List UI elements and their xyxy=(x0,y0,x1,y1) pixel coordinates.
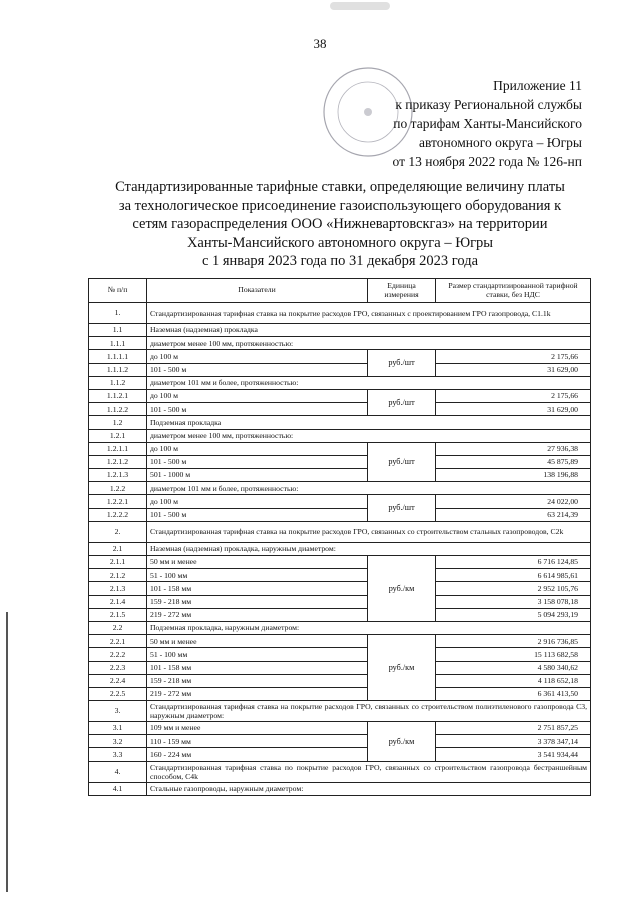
row-unit: руб./км xyxy=(368,635,436,701)
row-number: 3.3 xyxy=(89,748,147,761)
row-number: 2.1.1 xyxy=(89,556,147,569)
table-row xyxy=(89,661,591,674)
row-indicator: до 100 м xyxy=(147,389,368,402)
row-rate-value: 2 952 105,76 xyxy=(436,582,591,595)
row-number: 1.2.2 xyxy=(89,482,147,495)
margin-line xyxy=(6,612,8,892)
row-number: 1.2.1.1 xyxy=(89,442,147,455)
row-rate-value: 3 158 078,18 xyxy=(436,595,591,608)
row-indicator: Стальные газопроводы, наружным диаметром: xyxy=(147,782,591,795)
header-indicator: Показатели xyxy=(147,279,368,303)
row-indicator: диаметром 101 мм и более, протяженностью: xyxy=(147,376,591,389)
table-row xyxy=(89,722,591,735)
table-header-row xyxy=(89,279,591,303)
row-indicator: диаметром менее 100 мм, протяженностью: xyxy=(147,337,591,350)
row-number: 1.2 xyxy=(89,416,147,429)
row-indicator: 51 - 100 мм xyxy=(147,648,368,661)
row-rate-value: 6 716 124,85 xyxy=(436,556,591,569)
row-indicator: Стандартизированная тарифная ставка на покрытие расходов ГРО, связанных со строительством полиэтиленового газопровода C3, наружным диаметром: xyxy=(147,701,591,722)
table-row xyxy=(89,429,591,442)
row-rate-value: 4 118 652,18 xyxy=(436,674,591,687)
row-indicator: Стандартизированная тарифная ставка на покрытие расходов ГРО, связанных со строительством стальных газопроводов, C2k xyxy=(147,521,591,542)
row-indicator: диаметром 101 мм и более, протяженностью: xyxy=(147,482,591,495)
row-number: 2.1.3 xyxy=(89,582,147,595)
row-indicator: 159 - 218 мм xyxy=(147,674,368,687)
row-rate-value: 27 936,38 xyxy=(436,442,591,455)
row-rate-value: 6 361 413,50 xyxy=(436,687,591,700)
row-indicator: диаметром менее 100 мм, протяженностью: xyxy=(147,429,591,442)
title-line: за технологическое присоединение газоиспользующего оборудования к xyxy=(118,197,562,214)
row-rate-value: 2 175,66 xyxy=(436,389,591,402)
row-number: 2.1.4 xyxy=(89,595,147,608)
header-unit: Единица измерения xyxy=(368,279,436,303)
appendix-line: по тарифам Ханты-Мансийского xyxy=(393,116,582,131)
row-number: 3.2 xyxy=(89,735,147,748)
row-number: 3. xyxy=(89,701,147,722)
row-number: 1.1.2.2 xyxy=(89,403,147,416)
scan-artifact xyxy=(330,2,390,10)
row-indicator: 159 - 218 мм xyxy=(147,595,368,608)
table-row xyxy=(89,687,591,700)
table-row xyxy=(89,648,591,661)
row-rate-value: 45 875,89 xyxy=(436,455,591,468)
row-number: 2. xyxy=(89,521,147,542)
row-number: 4.1 xyxy=(89,782,147,795)
row-rate-value: 2 751 857,25 xyxy=(436,722,591,735)
row-indicator: 101 - 500 м xyxy=(147,363,368,376)
table-row xyxy=(89,582,591,595)
row-indicator: 101 - 158 мм xyxy=(147,661,368,674)
table-row xyxy=(89,521,591,542)
row-number: 1.1.2.1 xyxy=(89,389,147,402)
row-unit: руб./км xyxy=(368,556,436,622)
row-indicator: до 100 м xyxy=(147,442,368,455)
row-number: 1. xyxy=(89,303,147,324)
title-line: Ханты-Мансийского автономного округа – Югры xyxy=(186,234,494,251)
row-number: 2.2.2 xyxy=(89,648,147,661)
row-number: 2.2 xyxy=(89,621,147,634)
row-number: 1.1.1.2 xyxy=(89,363,147,376)
row-indicator: 110 - 159 мм xyxy=(147,735,368,748)
header-rate: Размер стандартизированной тарифной ставки, без НДС xyxy=(436,279,591,303)
table-row xyxy=(89,608,591,621)
row-rate-value: 2 916 736,85 xyxy=(436,635,591,648)
row-number: 1.1 xyxy=(89,324,147,337)
row-unit: руб./км xyxy=(368,722,436,762)
row-number: 1.1.1 xyxy=(89,337,147,350)
table-row xyxy=(89,782,591,795)
title-line: сетям газораспределения ООО «Нижневартовскгаз» на территории xyxy=(132,216,548,233)
table-row xyxy=(89,376,591,389)
row-number: 1.1.1.1 xyxy=(89,350,147,363)
row-number: 4. xyxy=(89,761,147,782)
row-rate-value: 5 094 293,19 xyxy=(436,608,591,621)
row-indicator: Наземная (надземная) прокладка, наружным диаметром: xyxy=(147,542,591,555)
table-row xyxy=(89,416,591,429)
row-number: 1.2.1.2 xyxy=(89,455,147,468)
row-number: 2.2.5 xyxy=(89,687,147,700)
row-rate-value: 4 580 340,62 xyxy=(436,661,591,674)
row-rate-value: 24 022,00 xyxy=(436,495,591,508)
table-row xyxy=(89,482,591,495)
row-indicator: 101 - 500 м xyxy=(147,508,368,521)
appendix-line: к приказу Региональной службы xyxy=(395,97,582,112)
row-number: 2.2.4 xyxy=(89,674,147,687)
row-number: 1.2.1 xyxy=(89,429,147,442)
row-indicator: 50 мм и менее xyxy=(147,556,368,569)
table-row xyxy=(89,337,591,350)
row-rate-value: 31 629,00 xyxy=(436,363,591,376)
title-line: Стандартизированные тарифные ставки, определяющие величину платы xyxy=(115,179,565,195)
table-row xyxy=(89,303,591,324)
appendix-line: от 13 ноября 2022 года № 126-нп xyxy=(392,154,582,169)
header-number: № п/п xyxy=(89,279,147,303)
table-row xyxy=(89,389,591,402)
row-rate-value: 31 629,00 xyxy=(436,403,591,416)
table-row xyxy=(89,350,591,363)
table-row xyxy=(89,508,591,521)
row-indicator: 160 - 224 мм xyxy=(147,748,368,761)
table-row xyxy=(89,442,591,455)
table-row xyxy=(89,495,591,508)
page-number: 38 xyxy=(313,36,327,51)
row-number: 1.1.2 xyxy=(89,376,147,389)
row-indicator: 219 - 272 мм xyxy=(147,608,368,621)
row-indicator: 501 - 1000 м xyxy=(147,469,368,482)
table-row xyxy=(89,761,591,782)
row-indicator: 50 мм и менее xyxy=(147,635,368,648)
row-number: 2.1.5 xyxy=(89,608,147,621)
table-row xyxy=(89,635,591,648)
table-body xyxy=(89,303,591,796)
row-indicator: 109 мм и менее xyxy=(147,722,368,735)
row-unit: руб./шт xyxy=(368,495,436,521)
row-number: 1.2.2.2 xyxy=(89,508,147,521)
row-indicator: до 100 м xyxy=(147,350,368,363)
row-rate-value: 3 378 347,14 xyxy=(436,735,591,748)
table-row xyxy=(89,701,591,722)
table-row xyxy=(89,324,591,337)
row-rate-value: 63 214,39 xyxy=(436,508,591,521)
row-indicator: Стандартизированная тарифная ставка по покрытие расходов ГРО, связанных со строительством газопровода бестраншейным способом, C4k xyxy=(147,761,591,782)
appendix-line: Приложение 11 xyxy=(493,78,582,93)
tariff-table xyxy=(88,278,591,796)
table-row xyxy=(89,735,591,748)
row-indicator: 101 - 158 мм xyxy=(147,582,368,595)
row-indicator: 101 - 500 м xyxy=(147,455,368,468)
row-rate-value: 15 113 682,58 xyxy=(436,648,591,661)
table-row xyxy=(89,363,591,376)
row-rate-value: 3 541 934,44 xyxy=(436,748,591,761)
table-row xyxy=(89,595,591,608)
row-unit: руб./шт xyxy=(368,389,436,415)
row-unit: руб./шт xyxy=(368,442,436,482)
table-row xyxy=(89,469,591,482)
row-indicator: Подземная прокладка xyxy=(147,416,591,429)
table-row xyxy=(89,455,591,468)
row-indicator: Наземная (надземная) прокладка xyxy=(147,324,591,337)
row-number: 2.1 xyxy=(89,542,147,555)
appendix-line: автономного округа – Югры xyxy=(419,135,582,150)
appendix-block xyxy=(322,76,582,171)
row-number: 3.1 xyxy=(89,722,147,735)
table-row xyxy=(89,569,591,582)
table-row xyxy=(89,748,591,761)
row-indicator: Стандартизированная тарифная ставка на покрытие расходов ГРО, связанных с проектированием ГРО газопровода, C1.1k xyxy=(147,303,591,324)
table-row xyxy=(89,556,591,569)
row-unit: руб./шт xyxy=(368,350,436,376)
row-number: 1.2.1.3 xyxy=(89,469,147,482)
row-indicator: 219 - 272 мм xyxy=(147,687,368,700)
title-line: с 1 января 2023 года по 31 декабря 2023 года xyxy=(201,253,479,270)
table-row xyxy=(89,403,591,416)
row-indicator: 51 - 100 мм xyxy=(147,569,368,582)
row-rate-value: 138 196,88 xyxy=(436,469,591,482)
row-indicator: 101 - 500 м xyxy=(147,403,368,416)
table-row xyxy=(89,674,591,687)
document-title xyxy=(60,178,620,271)
row-rate-value: 2 175,66 xyxy=(436,350,591,363)
row-indicator: Подземная прокладка, наружным диаметром: xyxy=(147,621,591,634)
table-row xyxy=(89,542,591,555)
row-number: 2.1.2 xyxy=(89,569,147,582)
row-number: 2.2.1 xyxy=(89,635,147,648)
row-number: 2.2.3 xyxy=(89,661,147,674)
table-row xyxy=(89,621,591,634)
row-rate-value: 6 614 985,61 xyxy=(436,569,591,582)
row-indicator: до 100 м xyxy=(147,495,368,508)
row-number: 1.2.2.1 xyxy=(89,495,147,508)
